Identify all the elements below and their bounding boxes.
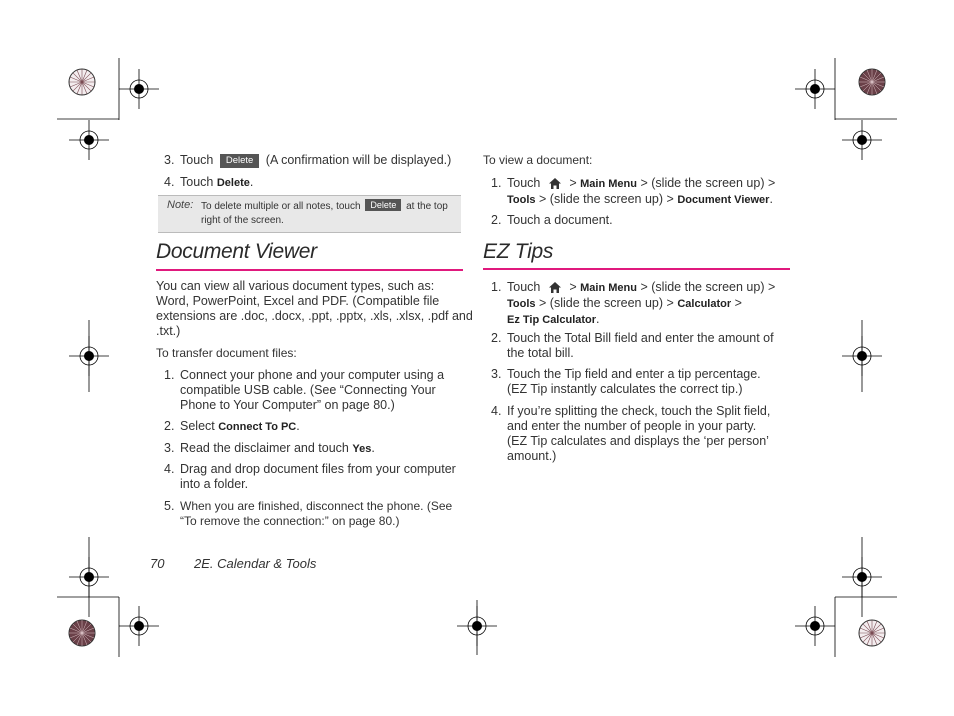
- step-line: If you’re splitting the check, touch the Split field,: [507, 404, 771, 418]
- gt-symbol: >: [539, 192, 547, 206]
- color-wheel-top-left: [69, 69, 95, 95]
- step-number: 2.: [491, 331, 502, 345]
- step-number: 2.: [164, 419, 175, 433]
- home-icon[interactable]: [548, 281, 562, 294]
- tools-label: Tools: [507, 298, 536, 310]
- note-text: [201, 199, 448, 228]
- step-number: 3.: [164, 441, 175, 455]
- color-wheel-bottom-right: [859, 620, 885, 646]
- step-line: Connect your phone and your computer using a: [180, 368, 445, 382]
- step-text: (A confirmation will be displayed.): [265, 153, 452, 167]
- step-text: .: [596, 312, 600, 326]
- delete-step: [180, 153, 451, 168]
- step-text: Select: [180, 419, 215, 433]
- step-text: .: [296, 419, 300, 433]
- page-number: 70: [150, 556, 165, 571]
- step-text: Touch: [507, 280, 541, 294]
- gt-symbol: >: [640, 280, 648, 294]
- step-line: (EZ Tip instantly calculates the correct tip.): [507, 382, 743, 396]
- gt-symbol: >: [768, 176, 776, 190]
- step-line: Touch the Tip field and enter a tip percentage.: [507, 367, 761, 381]
- step-number: 4.: [164, 462, 175, 476]
- connect-to-pc-label: Connect To PC: [218, 421, 297, 433]
- step-line: Phone to Your Computer” on page 80.): [180, 398, 395, 412]
- step-number: 4.: [491, 404, 502, 418]
- step-text: Read the disclaimer and touch: [180, 441, 349, 455]
- intro-paragraph: [156, 279, 473, 339]
- section-name: 2E. Calendar & Tools: [194, 556, 317, 571]
- gt-symbol: >: [569, 280, 577, 294]
- note-delete-button[interactable]: Delete: [365, 199, 401, 211]
- step-text: (slide the screen up): [549, 296, 664, 310]
- step-line: and enter the number of people in your party.: [507, 419, 757, 433]
- title-rule: [156, 269, 463, 271]
- gt-symbol: >: [666, 192, 674, 206]
- step-text: Touch: [180, 175, 214, 189]
- transfer-heading: To transfer document files:: [156, 346, 297, 360]
- gt-symbol: >: [640, 176, 648, 190]
- color-wheel-top-right: [859, 69, 885, 95]
- yes-label: Yes: [352, 443, 372, 455]
- ez-tips-title: EZ Tips: [483, 240, 554, 263]
- step-number: 1.: [491, 176, 502, 190]
- home-icon[interactable]: [548, 177, 562, 190]
- step-number: 3.: [164, 153, 175, 167]
- delete-label: Delete: [216, 177, 250, 189]
- note-label: Note:: [167, 199, 194, 211]
- intro-line: Word, PowerPoint, Excel and PDF. (Compatible file: [156, 294, 440, 308]
- step-number: 5.: [164, 499, 175, 513]
- transfer-step-2: [180, 419, 300, 435]
- intro-line: You can view all various document types, such as:: [156, 279, 435, 293]
- step-number: 2.: [491, 213, 502, 227]
- main-menu-label: Main Menu: [580, 282, 637, 294]
- tips-step-2: [507, 331, 774, 361]
- ez-tip-calculator-label: Ez Tip Calculator: [507, 314, 597, 326]
- step-number: 3.: [491, 367, 502, 381]
- note-text-part: right of the screen.: [201, 215, 284, 226]
- step-text: .: [371, 441, 375, 455]
- step-line: When you are finished, disconnect the phone. (See: [180, 499, 453, 513]
- step-line: into a folder.: [180, 477, 249, 491]
- color-wheel-bottom-left: [69, 620, 95, 646]
- title-rule: [483, 268, 790, 270]
- step-number: 1.: [164, 368, 175, 382]
- step-text: (slide the screen up): [651, 280, 765, 294]
- note-box: [158, 195, 461, 233]
- tips-step-4: [507, 404, 770, 464]
- transfer-step-1: [180, 368, 444, 413]
- note-text-part: at the top: [406, 201, 448, 212]
- step-number: 1.: [491, 280, 502, 294]
- step-text: Touch: [507, 176, 541, 190]
- gt-symbol: >: [768, 280, 776, 294]
- step-line: (EZ Tip calculates and displays the ‘per person’: [507, 434, 769, 448]
- step-text: (slide the screen up): [651, 176, 765, 190]
- view-step-2: Touch a document.: [507, 213, 613, 227]
- step-number: 4.: [164, 175, 175, 189]
- step-line: amount.): [507, 449, 557, 463]
- gt-symbol: >: [666, 296, 674, 310]
- step-line: the total bill.: [507, 346, 574, 360]
- document-viewer-title: Document Viewer: [156, 240, 317, 263]
- calculator-label: Calculator: [677, 298, 732, 310]
- tips-step-3: [507, 367, 761, 397]
- step-line: compatible USB cable. (See “Connecting Your: [180, 383, 436, 397]
- view-step-1: [507, 176, 775, 208]
- transfer-step-4: [180, 462, 456, 492]
- tips-step-1: [507, 280, 775, 328]
- view-heading: To view a document:: [483, 153, 593, 167]
- note-text-part: To delete multiple or all notes, touch: [201, 201, 361, 212]
- step-text: .: [249, 175, 254, 189]
- document-viewer-label: Document Viewer: [677, 194, 770, 206]
- intro-line: .txt.): [156, 324, 181, 338]
- intro-line: extensions are .doc, .docx, .ppt, .pptx, .xls, .xlsx, .pdf and: [156, 309, 473, 323]
- tools-label: Tools: [507, 194, 536, 206]
- step-text: (slide the screen up): [549, 192, 664, 206]
- transfer-step-5: [180, 499, 452, 529]
- main-menu-label: Main Menu: [580, 178, 637, 190]
- step-line: “To remove the connection:” on page 80.): [180, 514, 400, 528]
- transfer-step-3: [180, 441, 375, 457]
- gt-symbol: >: [539, 296, 547, 310]
- gt-symbol: >: [569, 176, 577, 190]
- confirm-delete-step: [180, 175, 253, 191]
- step-text: Touch: [180, 153, 214, 167]
- step-text: .: [769, 192, 773, 206]
- delete-button[interactable]: Delete: [220, 154, 259, 168]
- step-line: Touch the Total Bill field and enter the amount of: [507, 331, 774, 345]
- gt-symbol: >: [734, 296, 742, 310]
- step-line: Drag and drop document files from your computer: [180, 462, 456, 476]
